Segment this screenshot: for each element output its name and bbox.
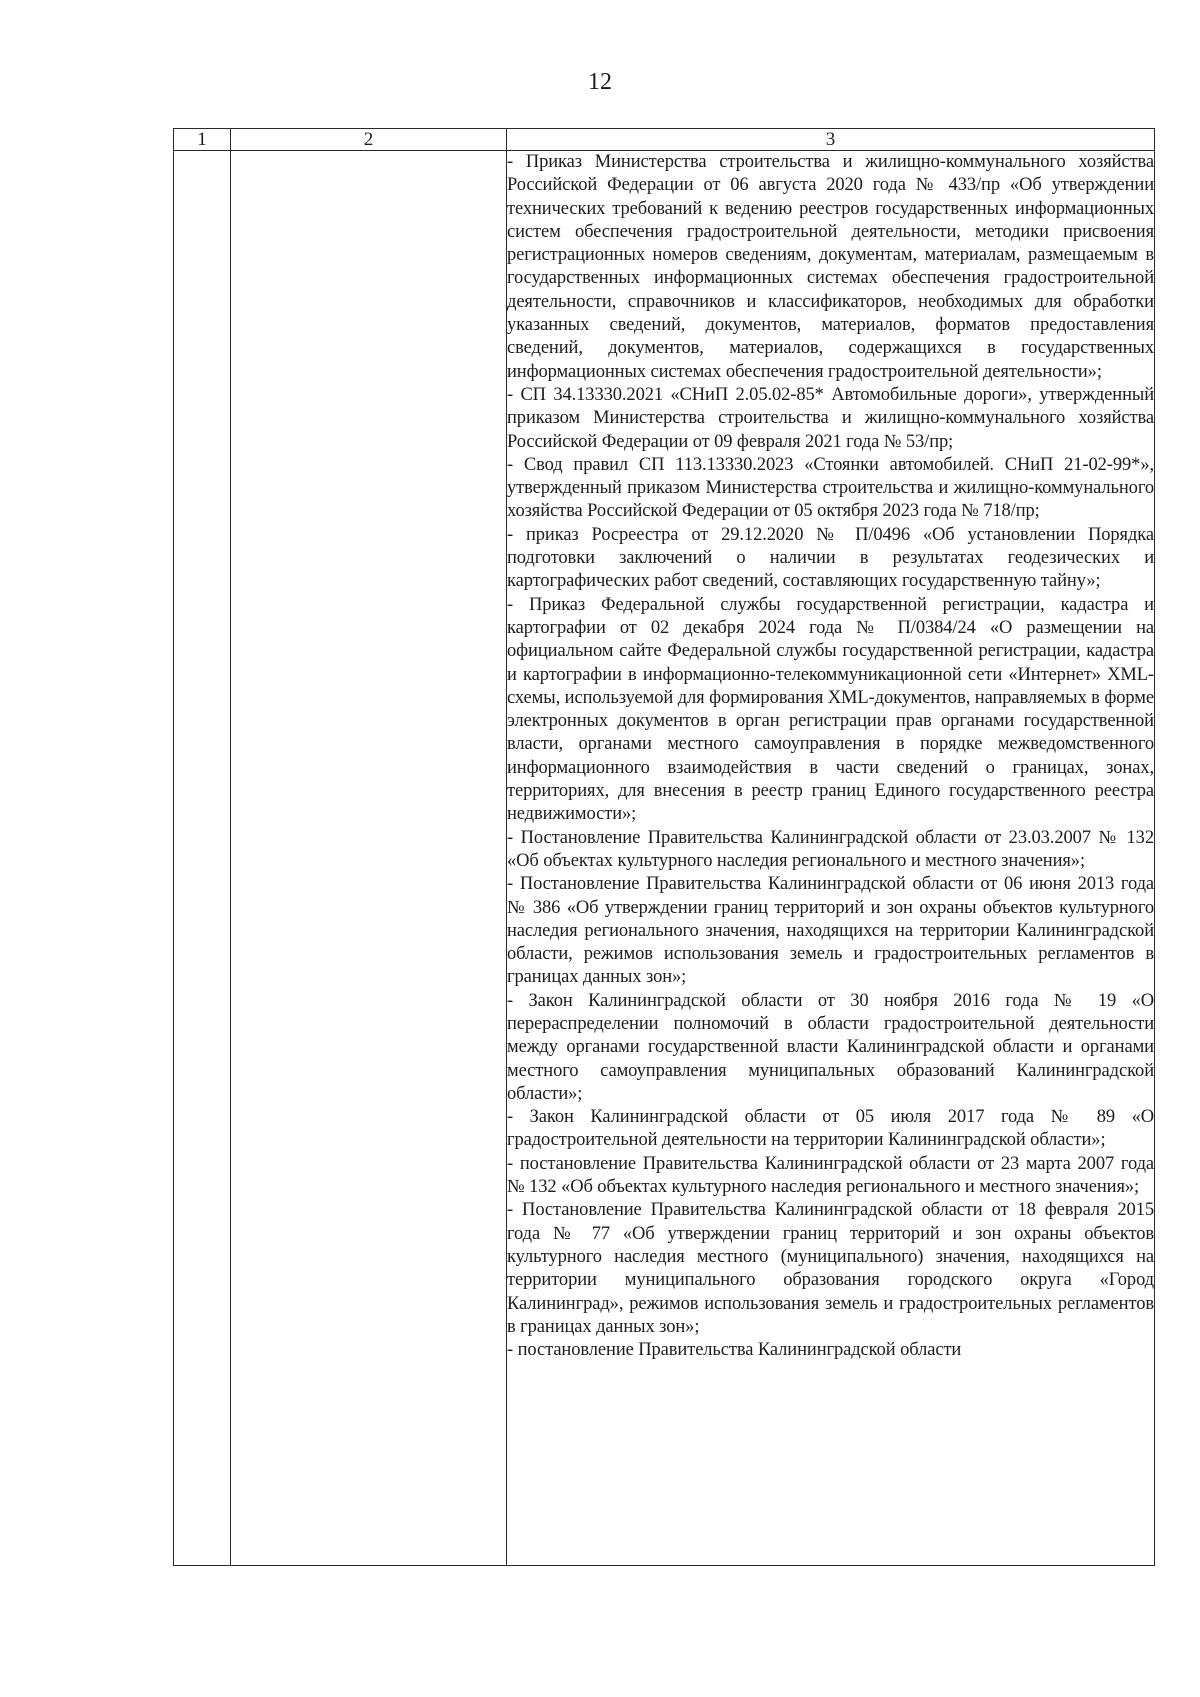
table-header-row [174, 129, 1155, 151]
list-item: - Постановление Правительства Калининградской области от 18 февраля 2015 года № 77 «Об утверждении границ территорий и зон охраны объектов культурного наследия местного (муниципального) значения, находящихся на территории муниципального образования городского округа «Город Калининград», режимов использования земель и градостроительных регламентов в границах данных зон»; [507, 1200, 1154, 1337]
list-item: - Свод правил СП 113.13330.2023 «Стоянки автомобилей. СНиП 21-02-99*», утвержденный приказом Министерства строительства и жилищно-коммунального хозяйства Российской Федерации от 05 октября 2023 года № 718/пр; [507, 454, 1154, 522]
column-header-2: 2 [231, 129, 507, 151]
column-1-cell [174, 151, 231, 1566]
list-item: - Приказ Министерства строительства и жилищно-коммунального хозяйства Российской Федерации от 06 августа 2020 года № 433/пр «Об утверждении технических требований к ведению реестров государственных информационных систем обеспечения градостроительной деятельности, методики присвоения регистрационных номеров сведениям, документам, материалам, размещаемым в государственных информационных системах обеспечения градостроительной деятельности, справочников и классификаторов, необходимых для обработки указанных сведений, документов, материалов, форматов предоставления сведений, документов, материалов, содержащихся в государственных информационных системах обеспечения градостроительной деятельности»; [507, 152, 1154, 382]
column-3-cell [507, 151, 1155, 1566]
column-2-cell [231, 151, 507, 1566]
list-item: - постановление Правительства Калининградской области [507, 1340, 962, 1361]
document-table [173, 128, 1155, 1566]
table-row [174, 151, 1155, 1566]
list-item: - Закон Калининградской области от 05 июля 2017 года № 89 «О градостроительной деятельности на территории Калининградской области»; [507, 1107, 1154, 1151]
list-item: - Постановление Правительства Калининградской области от 06 июня 2013 года № 386 «Об утверждении границ территорий и зон охраны объектов культурного наследия регионального значения, находящихся на территории Калининградской области, режимов использования земель и градостроительных регламентов в границах данных зон»; [507, 874, 1154, 988]
list-item: - Приказ Федеральной службы государственной регистрации, кадастра и картографии от 02 декабря 2024 года № П/0384/24 «О размещении на официальном сайте Федеральной службы государственной регистрации, кадастра и картографии в информационно-телекоммуникационной сети «Интернет» XML-схемы, используемой для формирования XML-документов, направляемых в форме электронных документов в орган регистрации прав органами государственной власти, органами местного самоуправления в порядке межведомственного информационного взаимодействия в части сведений о границах, зонах, территориях, для внесения в реестр границ Единого государственного реестра недвижимости»; [507, 594, 1154, 825]
column-header-3: 3 [507, 129, 1155, 151]
list-item: - Закон Калининградской области от 30 ноября 2016 года № 19 «О перераспределении полномочий в области градостроительной деятельности между органами государственной власти Калининградской области и органами местного самоуправления муниципальных образований Калининградской области»; [507, 990, 1154, 1104]
column-header-1: 1 [174, 129, 231, 151]
page-number: 12 [588, 69, 612, 95]
list-item: - приказ Росреестра от 29.12.2020 № П/0496 «Об установлении Порядка подготовки заключений о наличии в результатах геодезических и картографических работ сведений, составляющих государственную тайну»; [507, 524, 1154, 592]
list-item: - постановление Правительства Калининградской области от 23 марта 2007 года № 132 «Об объектах культурного наследия регионального и местного значения»; [507, 1153, 1154, 1198]
list-item: - Постановление Правительства Калининградской области от 23.03.2007 № 132 «Об объектах культурного наследия регионального и местного значения»; [507, 827, 1154, 871]
list-item: - СП 34.13330.2021 «СНиП 2.05.02-85* Автомобильные дороги», утвержденный приказом Министерства строительства и жилищно-коммунального хозяйства Российской Федерации от 09 февраля 2021 года № 53/пр; [507, 384, 1154, 452]
